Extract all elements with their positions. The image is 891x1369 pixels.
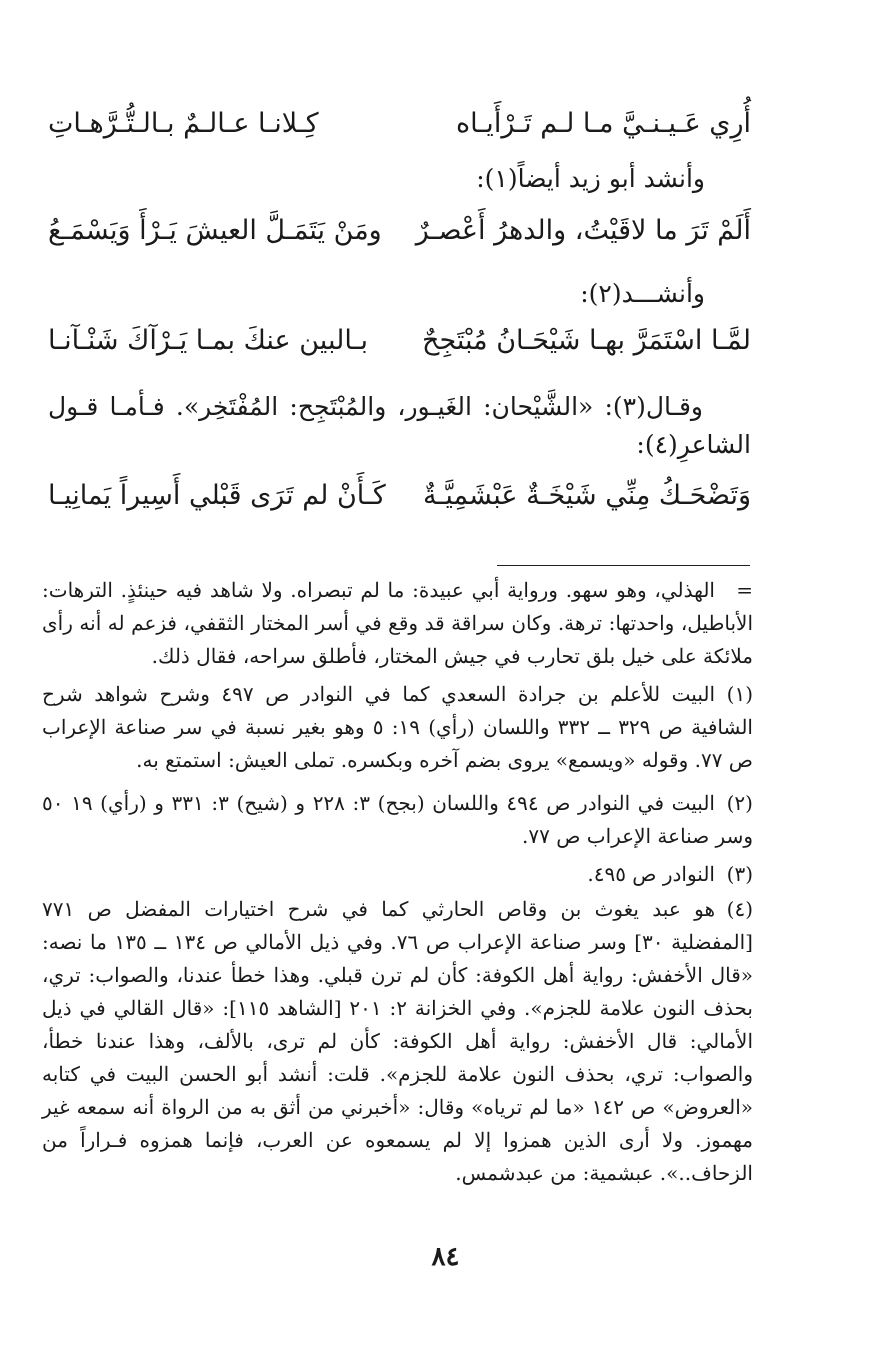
verse-second-hemistich: كِـلانـا عـالـمٌ بـالـتُّـرَّهـاتِ <box>48 107 319 139</box>
verse-line <box>48 315 751 365</box>
footnote-text: البيت للأعلم بن جرادة السعدي كما في النوادر ص ٤٩٧ وشرح شواهد شرح الشافية ص ٣٢٩ ــ ٣٣٢ واللسان (رأي) ١٩: ٥ وهو بغير نسبة في سر صناعة الإعراب ص ٧٧. وقوله «ويسمع» يروى بضم آخره وبكسره. تملى العيش: استمتع به. <box>42 682 753 772</box>
footnote-text: الهذلي، وهو سهو. ورواية أبي عبيدة: ما لم تبصراه. ولا شاهد فيه حينئذٍ. الترهات: الأباطيل، واحدتها: ترهة. وكان سراقة قد وقع في أسر المختار الثقفي، فزعم له أنه رأى ملائكة على خيل بلق تحارب في جيش المختار، فأطلق سراحه، فقال ذلك. <box>42 578 753 668</box>
prose-line: وأنشـــد(٢): <box>580 279 705 308</box>
verse-second-hemistich: كَـأَنْ لم تَرَى قَبْلي أَسِيراً يَمانِيـا <box>48 479 386 511</box>
footnote-number: (١) <box>726 682 754 706</box>
verse-line <box>48 205 751 255</box>
verse-second-hemistich: بـالبين عنكَ بمـا يَـرْآكَ شَنْـآنـا <box>48 324 368 356</box>
footnote-3 <box>42 858 753 891</box>
footnote-2 <box>42 787 753 853</box>
verse-second-hemistich: ومَنْ يَتَمَـلَّ العيشَ يَـرْأَ وَيَسْمَـعُ <box>48 214 382 246</box>
verse-line <box>48 470 751 520</box>
footnote-number: (٣) <box>726 862 753 886</box>
verse-first-hemistich: أَلَمْ تَرَ ما لاقَيْتُ، والدهرُ أَعْصـرٌ <box>415 214 751 246</box>
prose-line: وأنشد أبو زيد أيضاً(١): <box>476 164 705 193</box>
footnote-1 <box>42 678 753 777</box>
verse-first-hemistich: لمَّـا اسْتَمَرَّ بهـا شَيْحَـانُ مُبْتَجِحٌ <box>422 324 751 356</box>
prose-paragraph: وقـال(٣): «الشَّيْحان: الغَيـور، والمُبْتَجِح: المُفْتَخِر». فـأمـا قـول الشاعرِ(٤): <box>48 392 751 459</box>
footnote-separator <box>497 565 750 566</box>
page-number: ٨٤ <box>431 1242 460 1272</box>
footnote-continuation <box>42 574 753 673</box>
footnote-text: البيت في النوادر ص ٤٩٤ واللسان (بجح) ٣: ٢٢٨ و (شيح) ٣: ٣٣١ و (رأي) ١٩ ٥٠ وسر صناعة الإعراب ص ٧٧. <box>42 791 753 848</box>
verse-first-hemistich: أُرِي عَـيـنـيَّ مـا لـم تَـرْأَيـاه <box>456 107 751 139</box>
footnote-text: النوادر ص ٤٩٥. <box>587 862 715 886</box>
footnote-number: (٤) <box>726 897 753 921</box>
footnote-marker: = <box>736 578 753 602</box>
footnote-text: هو عبد يغوث بن وقاص الحارثي كما في شرح اختيارات المفضل ص ٧٧١ [المفضلية ٣٠] وسر صناعة الإعراب ص ٧٦. وفي ذيل الأمالي ص ١٣٤ ــ ١٣٥ ما نصه: «قال الأخفش: رواية أهل الكوفة: كأن لم ترن قبلي. وهذا خطأ عندنا، والصواب: تري، بحذف النون علامة للجزم». وفي الخزانة ٢: ٢٠١ [الشاهد ١١٥]: «قال القالي في ذيل الأمالي: قال الأخفش: رواية أهل الكوفة: كأن لم ترى، بالألف، وهذا عندنا خطأ، والصواب: تري، بحذف النون علامة للجزم». قلت: أنشد أبو الحسن البيت في كتابه «العروض» ص ١٤٢ «ما لم ترياه» وقال: «أخبرني من أثق به من الرواة أنه سمعه غير مهموز. ولا أرى الذين همزوا إلا لم يسمعوه عن العرب، فإنما همزوه فـراراً من الزحاف..». عبشمية: من عبدشمس. <box>42 897 753 1185</box>
verse-first-hemistich: وَتَضْحَـكُ مِنِّي شَيْخَـةٌ عَبْشَمِيَّـةٌ <box>423 479 751 511</box>
verse-line <box>48 98 751 148</box>
footnote-4 <box>42 893 753 1190</box>
footnote-number: (٢) <box>726 791 753 815</box>
